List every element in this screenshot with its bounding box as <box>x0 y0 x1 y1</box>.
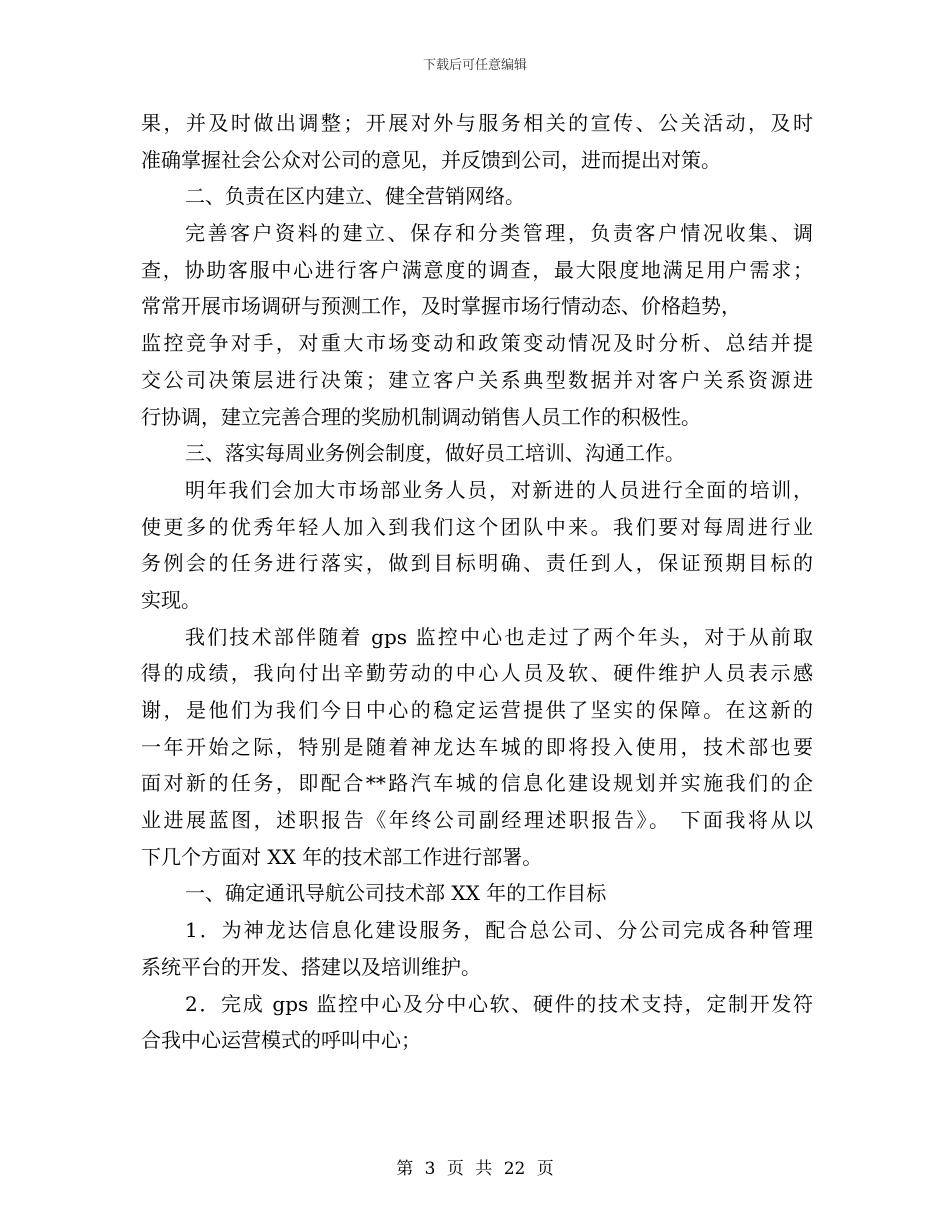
text-line: 交公司决策层进行决策；建立客户关系典型数据并对客户关系资源进 <box>141 367 813 392</box>
text-line: 面对新的任务，即配合**路汽车城的信息化建设规划并实施我们的企 <box>141 771 813 796</box>
document-body <box>141 105 813 1059</box>
text-line: 1．为神龙达信息化建设服务，配合总公司、分公司完成各种管理 <box>185 918 813 943</box>
text-line: 业进展蓝图，述职报告《年终公司副经理述职报告》。 下面我将从以 <box>141 808 813 833</box>
text-line: 使更多的优秀年轻人加入到我们这个团队中来。我们要对每周进行业 <box>141 514 813 539</box>
text-line: 务例会的任务进行落实，做到目标明确、责任到人，保证预期目标的 <box>141 551 813 576</box>
text-line: 查，协助客服中心进行客户满意度的调查，最大限度地满足用户需求； <box>141 257 813 282</box>
text-line: 一、确定通讯导航公司技术部 XX 年的工作目标 <box>185 881 607 906</box>
text-line: 行协调，建立完善合理的奖励机制调动销售人员工作的积极性。 <box>141 404 701 429</box>
text-line: 监控竞争对手，对重大市场变动和政策变动情况及时分析、总结并提 <box>141 331 813 356</box>
text-line: 常常开展市场调研与预测工作，及时掌握市场行情动态、价格趋势， <box>141 294 741 319</box>
text-line: 谢，是他们为我们今日中心的稳定运营提供了坚实的保障。在这新的 <box>141 698 813 722</box>
text-line: 完善客户资料的建立、保存和分类管理，负责客户情况收集、调 <box>185 221 813 246</box>
text-line: 二、负责在区内建立、健全营销网络。 <box>185 184 525 209</box>
page-number-footer: 第 3 页 共 22 页 <box>396 1159 554 1179</box>
text-line: 2．完成 gps 监控中心及分中心软、硬件的技术支持，定制开发符 <box>185 991 813 1016</box>
text-line: 我们技术部伴随着 gps 监控中心也走过了两个年头，对于从前取 <box>185 624 813 649</box>
text-line: 下几个方面对 XX 年的技术部工作进行部署。 <box>141 844 543 869</box>
text-line: 得的成绩，我向付出辛勤劳动的中心人员及软、硬件维护人员表示感 <box>141 661 813 686</box>
text-line: 明年我们会加大市场部业务人员，对新进的人员进行全面的培训， <box>185 477 813 502</box>
text-line: 系统平台的开发、搭建以及培训维护。 <box>141 954 481 979</box>
text-line: 实现。 <box>141 587 201 612</box>
text-line: 三、落实每周业务例会制度，做好员工培训、沟通工作。 <box>185 441 685 466</box>
text-line: 准确掌握社会公众对公司的意见，并反馈到公司，进而提出对策。 <box>141 147 721 172</box>
text-line: 一年开始之际，特别是随着神龙达车城的即将投入使用，技术部也要 <box>141 734 813 759</box>
header-note: 下载后可任意编辑 <box>422 58 527 73</box>
text-line: 果，并及时做出调整；开展对外与服务相关的宣传、公关活动，及时 <box>141 111 813 135</box>
text-line: 合我中心运营模式的呼叫中心； <box>141 1028 421 1053</box>
